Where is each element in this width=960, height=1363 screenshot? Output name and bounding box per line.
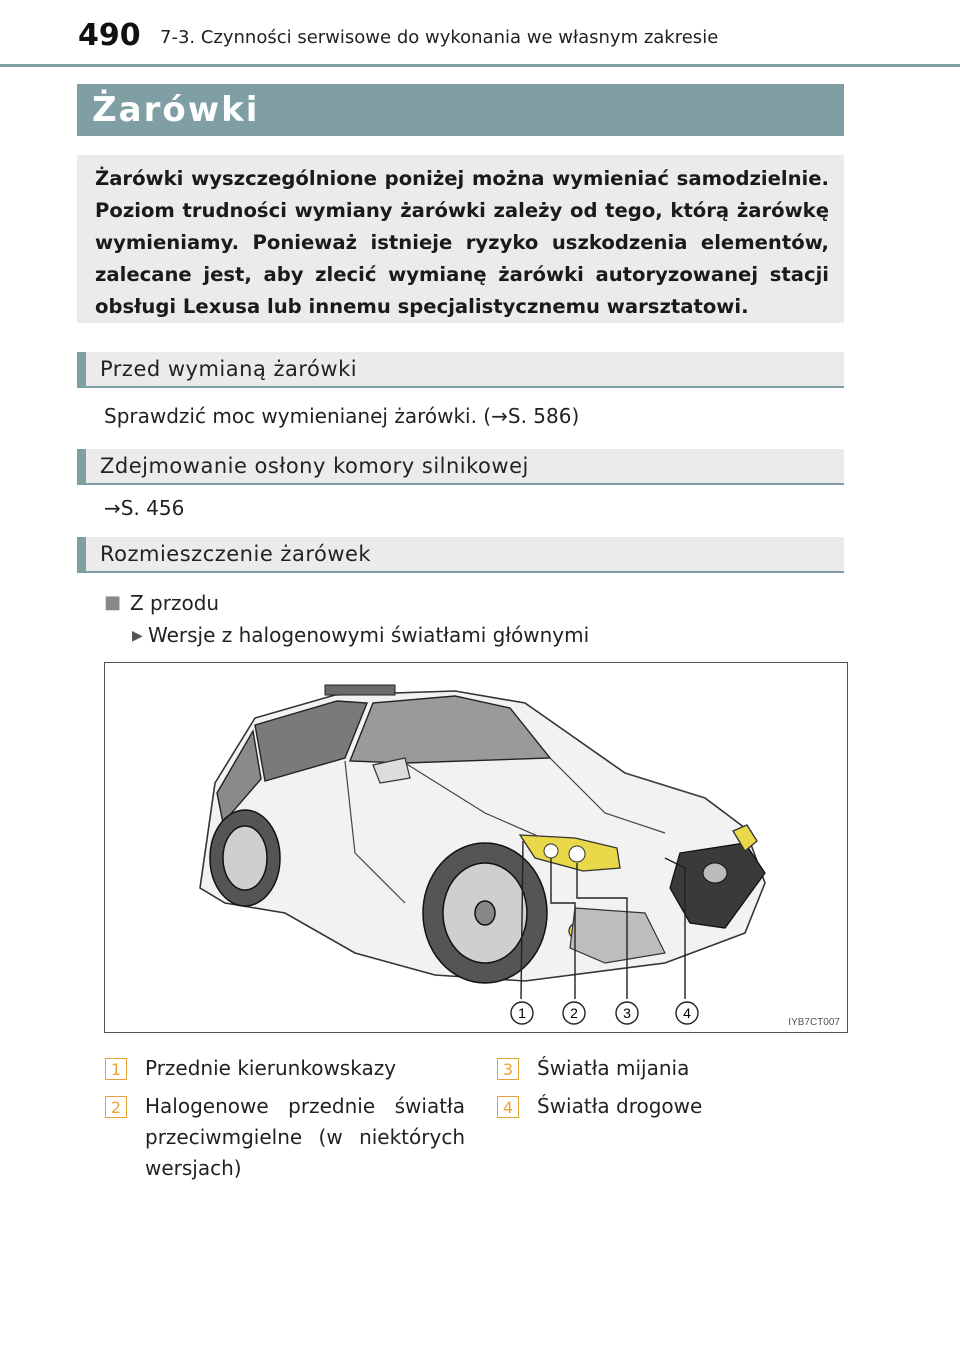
- car-drawing: [105, 663, 847, 1032]
- intro-paragraph: Żarówki wyszczególnione poniżej można wymieniać samodzielnie. Poziom trudności wymiany żarówki zależy od tego, którą żarówkę wymieniamy. Ponieważ istnieje ryzyko uszkodzenia elementów, zalecane jest, aby zlecić wymianę żarówki autoryzowanej stacji obsługi Lexusa lub innemu specjalistycznemu warsztatowi.: [95, 167, 829, 318]
- triangle-bullet-icon: ▶: [132, 628, 143, 644]
- car-front-illustration: [104, 662, 848, 1033]
- section-body-before-replacement: Sprawdzić moc wymienianej żarówki. (→S. 586): [104, 404, 580, 428]
- section-body-engine-cover[interactable]: →S. 456: [104, 496, 185, 520]
- square-bullet-icon: ■: [104, 592, 122, 613]
- legend-item-fog-lights: Halogenowe przednie światła przeciwmgielne (w niektórych wersjach): [145, 1094, 465, 1180]
- section-title-bulb-locations: Rozmieszczenie żarówek: [100, 542, 372, 566]
- legend-item-low-beam: Światła mijania: [537, 1056, 690, 1080]
- section-title-engine-cover: Zdejmowanie osłony komory silnikowej: [100, 454, 529, 478]
- header-divider: [0, 64, 960, 67]
- legend-item-turn-signals: Przednie kierunkowskazy: [145, 1056, 397, 1080]
- figure-code: IYB7CT007: [788, 1017, 840, 1028]
- legend-number: 1: [105, 1058, 127, 1080]
- legend-number: 4: [497, 1096, 519, 1118]
- legend-number: 3: [497, 1058, 519, 1080]
- section-accent: [77, 352, 86, 388]
- section-accent: [77, 537, 86, 573]
- variant-label: Wersje z halogenowymi światłami głównymi: [148, 623, 590, 647]
- page-title: Żarówki: [92, 90, 260, 130]
- callout-2: 2: [570, 1005, 578, 1021]
- page-number: 490: [78, 18, 141, 53]
- legend-item-high-beam: Światła drogowe: [537, 1094, 703, 1118]
- subsection-front-label: Z przodu: [130, 591, 220, 615]
- callout-4: 4: [683, 1005, 691, 1021]
- callout-1: 1: [518, 1005, 526, 1021]
- callout-3: 3: [623, 1005, 631, 1021]
- section-accent: [77, 449, 86, 485]
- section-title-before-replacement: Przed wymianą żarówki: [100, 357, 358, 381]
- legend-number: 2: [105, 1096, 127, 1118]
- section-breadcrumb: 7-3. Czynności serwisowe do wykonania we własnym zakresie: [160, 27, 719, 48]
